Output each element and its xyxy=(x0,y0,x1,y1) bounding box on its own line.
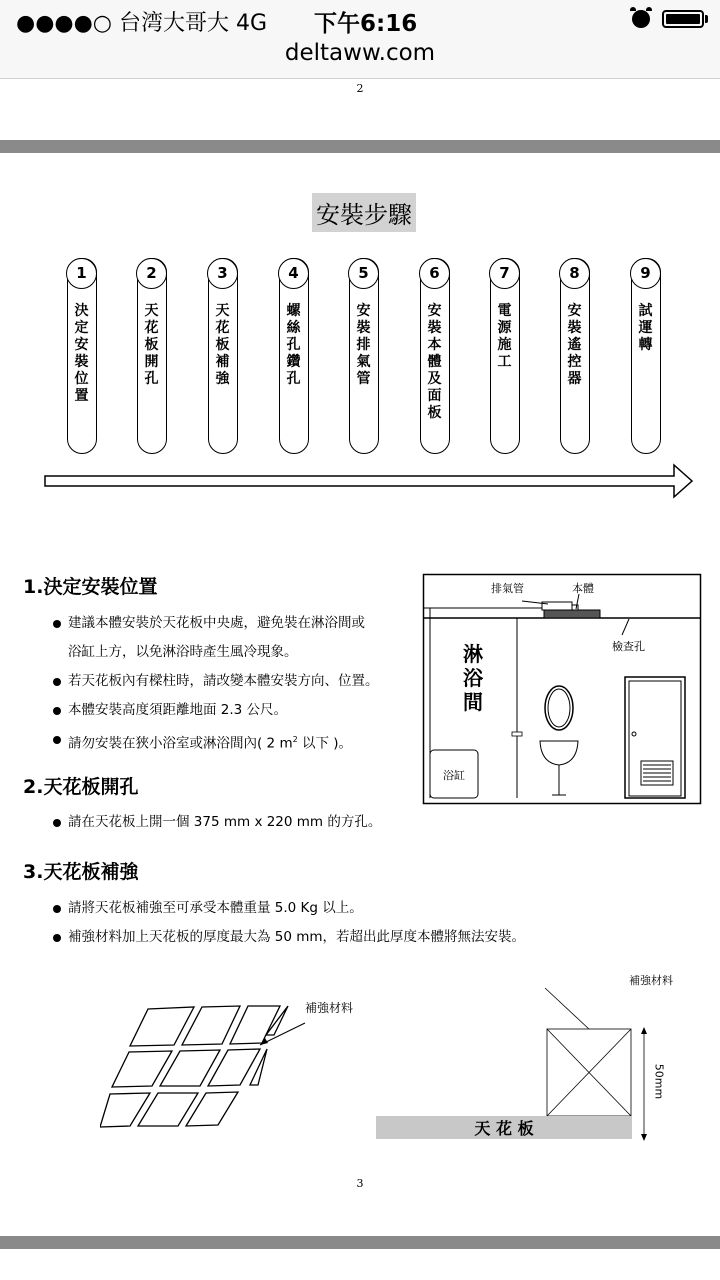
section1-bullet-3: 本體安裝高度須距離地面 2.3 公尺。 xyxy=(52,696,412,725)
section3-bullet-1: 請將天花板補強至可承受本體重量 5.0 Kg 以上。 xyxy=(52,894,692,923)
section3-bullets xyxy=(52,894,692,952)
step-label: 天花板開孔 xyxy=(144,303,159,387)
step-number: 4 xyxy=(278,258,309,289)
step-6 xyxy=(420,258,450,454)
address-bar-url[interactable]: deltaww.com xyxy=(284,40,436,66)
step-7 xyxy=(490,258,520,454)
process-arrow xyxy=(44,462,696,500)
label-shower-room: 淋浴間 xyxy=(463,642,483,714)
step-8 xyxy=(560,258,590,454)
label-unit: 本體 xyxy=(572,582,594,595)
step-number: 8 xyxy=(559,258,590,289)
ceiling-grid-diagram xyxy=(100,995,400,1135)
label-thickness: 50mm xyxy=(652,1063,666,1100)
section3-bullet-2: 補強材料加上天花板的厚度最大為 50 mm，若超出此厚度本體將無法安裝。 xyxy=(52,923,692,952)
step-number: 9 xyxy=(630,258,661,289)
label-bathtub: 浴缸 xyxy=(443,769,465,782)
section1-bullet-4: 請勿安裝在狹小浴室或淋浴間內( 2 $m^2$ 以下 )。 xyxy=(52,725,412,759)
step-label: 安裝遙控器 xyxy=(567,303,582,387)
step-3 xyxy=(208,258,238,454)
step-9 xyxy=(631,258,661,454)
page-divider xyxy=(0,140,720,153)
section1-bullets xyxy=(52,609,412,759)
steps-title: 安裝步驟 xyxy=(312,193,416,232)
section1-bullet-1: 建議本體安裝於天花板中央處，避免裝在淋浴間或 浴缸上方，以免淋浴時產生風冷現象。 xyxy=(52,609,412,667)
section2-bullet-1: 請在天花板上開一個 375 mm x 220 mm 的方孔。 xyxy=(52,808,452,837)
label-exhaust-pipe: 排氣管 xyxy=(491,582,524,595)
page-number-bottom: 3 xyxy=(356,1177,364,1190)
step-label: 螺絲孔鑽孔 xyxy=(286,303,301,387)
section2-bullets xyxy=(52,808,452,837)
step-number: 5 xyxy=(348,258,379,289)
battery-icon xyxy=(662,10,704,28)
step-label: 試運轉 xyxy=(638,303,653,353)
step-number: 3 xyxy=(207,258,238,289)
step-number: 1 xyxy=(66,258,97,289)
label-inspection-hole: 檢查孔 xyxy=(612,640,645,653)
step-label: 天花板補強 xyxy=(215,303,230,387)
section1-bullet-2: 若天花板內有樑柱時，請改變本體安裝方向、位置。 xyxy=(52,667,412,696)
label-reinforce-right: 補強材料 xyxy=(629,974,673,987)
step-5 xyxy=(349,258,379,454)
section1-title: 1.決定安裝位置 xyxy=(23,576,158,598)
carrier-signal: ●●●●○ 台湾大哥大 4G xyxy=(16,11,268,36)
alarm-icon xyxy=(632,10,650,28)
step-1 xyxy=(67,258,97,454)
battery-tip xyxy=(705,15,708,23)
browser-status-bar xyxy=(0,0,720,79)
step-label: 決定安裝位置 xyxy=(74,303,89,404)
step-4 xyxy=(279,258,309,454)
label-reinforce-left: 補強材料 xyxy=(305,1001,354,1015)
section2-title: 2.天花板開孔 xyxy=(23,776,139,798)
step-label: 安裝排氣管 xyxy=(356,303,371,387)
step-number: 7 xyxy=(489,258,520,289)
step-2 xyxy=(137,258,167,454)
step-number: 6 xyxy=(419,258,450,289)
page-divider-bottom xyxy=(0,1236,720,1249)
clock: 下午6:16 xyxy=(314,11,418,37)
page-number-top: 2 xyxy=(356,82,364,95)
step-number: 2 xyxy=(136,258,167,289)
step-label: 安裝本體及面板 xyxy=(427,303,442,421)
step-label: 電源施工 xyxy=(497,303,512,370)
section3-title: 3.天花板補強 xyxy=(23,861,139,883)
label-ceiling: 天 花 板 xyxy=(474,1119,534,1138)
